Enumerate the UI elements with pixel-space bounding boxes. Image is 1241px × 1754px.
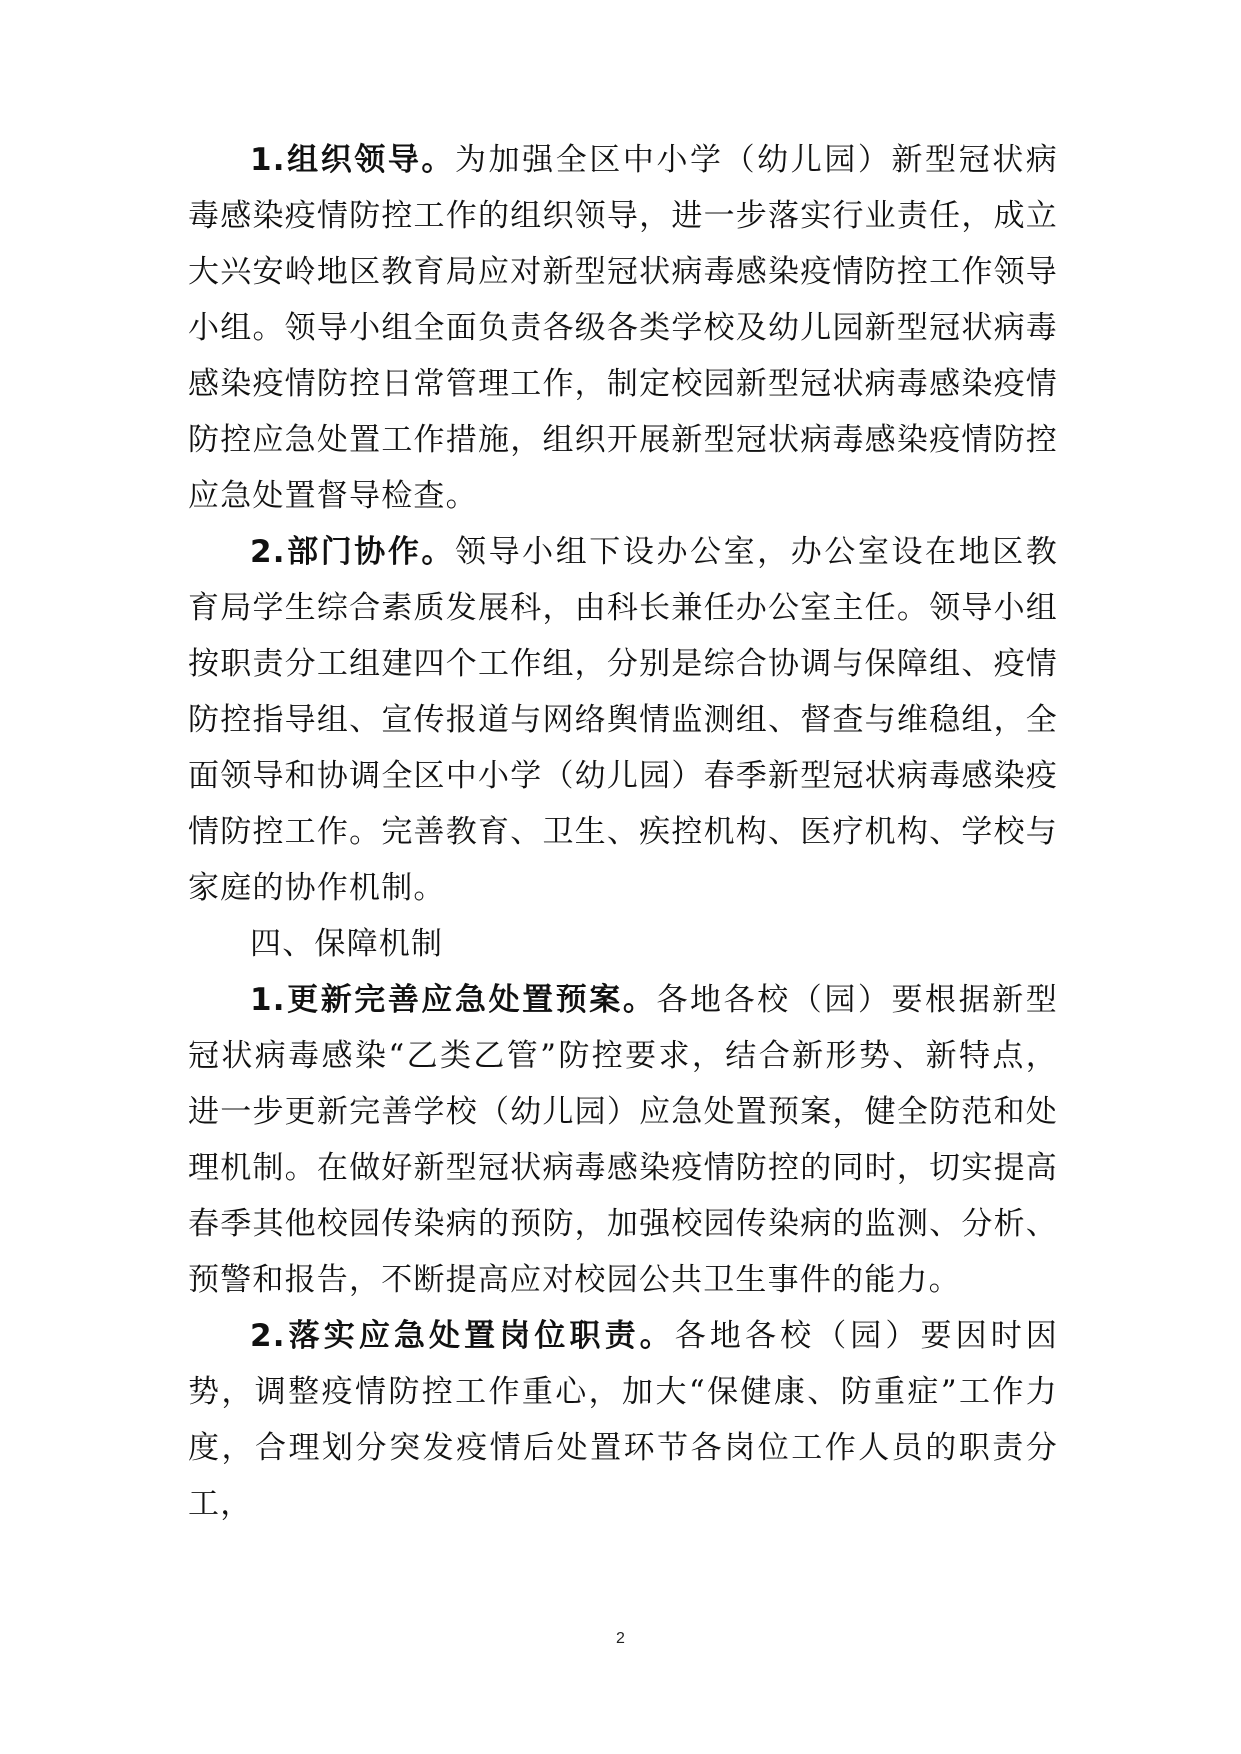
paragraph-lead: 2.落实应急处置岗位职责。 (250, 1318, 675, 1354)
paragraph-post-responsibility (188, 1308, 1058, 1532)
page-number: 2 (616, 1630, 625, 1647)
paragraph-lead: 2.部门协作。 (250, 534, 455, 570)
paragraph-organization-leadership (188, 132, 1058, 524)
paragraph-department-cooperation (188, 524, 1058, 916)
paragraph-text: 为加强全区中小学（幼儿园）新型冠状病毒感染疫情防控工作的组织领导，进一步落实行业责任，成立大兴安岭地区教育局应对新型冠状病毒感染疫情防控工作领导小组。领导小组全面负责各级各类学校及幼儿园新型冠状病毒感染疫情防控日常管理工作，制定校园新型冠状病毒感染疫情防控应急处置工作措施，组织开展新型冠状病毒感染疫情防控应急处置督导检查。 (188, 142, 1058, 514)
section-heading: 四、保障机制 (250, 926, 444, 962)
document-body (188, 132, 1058, 1532)
paragraph-text: 各地各校（园）要根据新型冠状病毒感染“乙类乙管”防控要求，结合新形势、新特点，进一步更新完善学校（幼儿园）应急处置预案，健全防范和处理机制。在做好新型冠状病毒感染疫情防控的同时，切实提高春季其他校园传染病的预防，加强校园传染病的监测、分析、预警和报告，不断提高应对校园公共卫生事件的能力。 (188, 982, 1058, 1298)
paragraph-text: 领导小组下设办公室，办公室设在地区教育局学生综合素质发展科，由科长兼任办公室主任。领导小组按职责分工组建四个工作组，分别是综合协调与保障组、疫情防控指导组、宣传报道与网络舆情监测组、督查与维稳组，全面领导和协调全区中小学（幼儿园）春季新型冠状病毒感染疫情防控工作。完善教育、卫生、疾控机构、医疗机构、学校与家庭的协作机制。 (188, 534, 1058, 906)
paragraph-text: 各地各校（园）要因时因势，调整疫情防控工作重心，加大“保健康、防重症”工作力度，合理划分突发疫情后处置环节各岗位工作人员的职责分工， (188, 1318, 1059, 1522)
paragraph-emergency-plan (188, 972, 1058, 1308)
paragraph-lead: 1.更新完善应急处置预案。 (250, 982, 657, 1018)
paragraph-lead: 1.组织领导。 (250, 142, 455, 178)
